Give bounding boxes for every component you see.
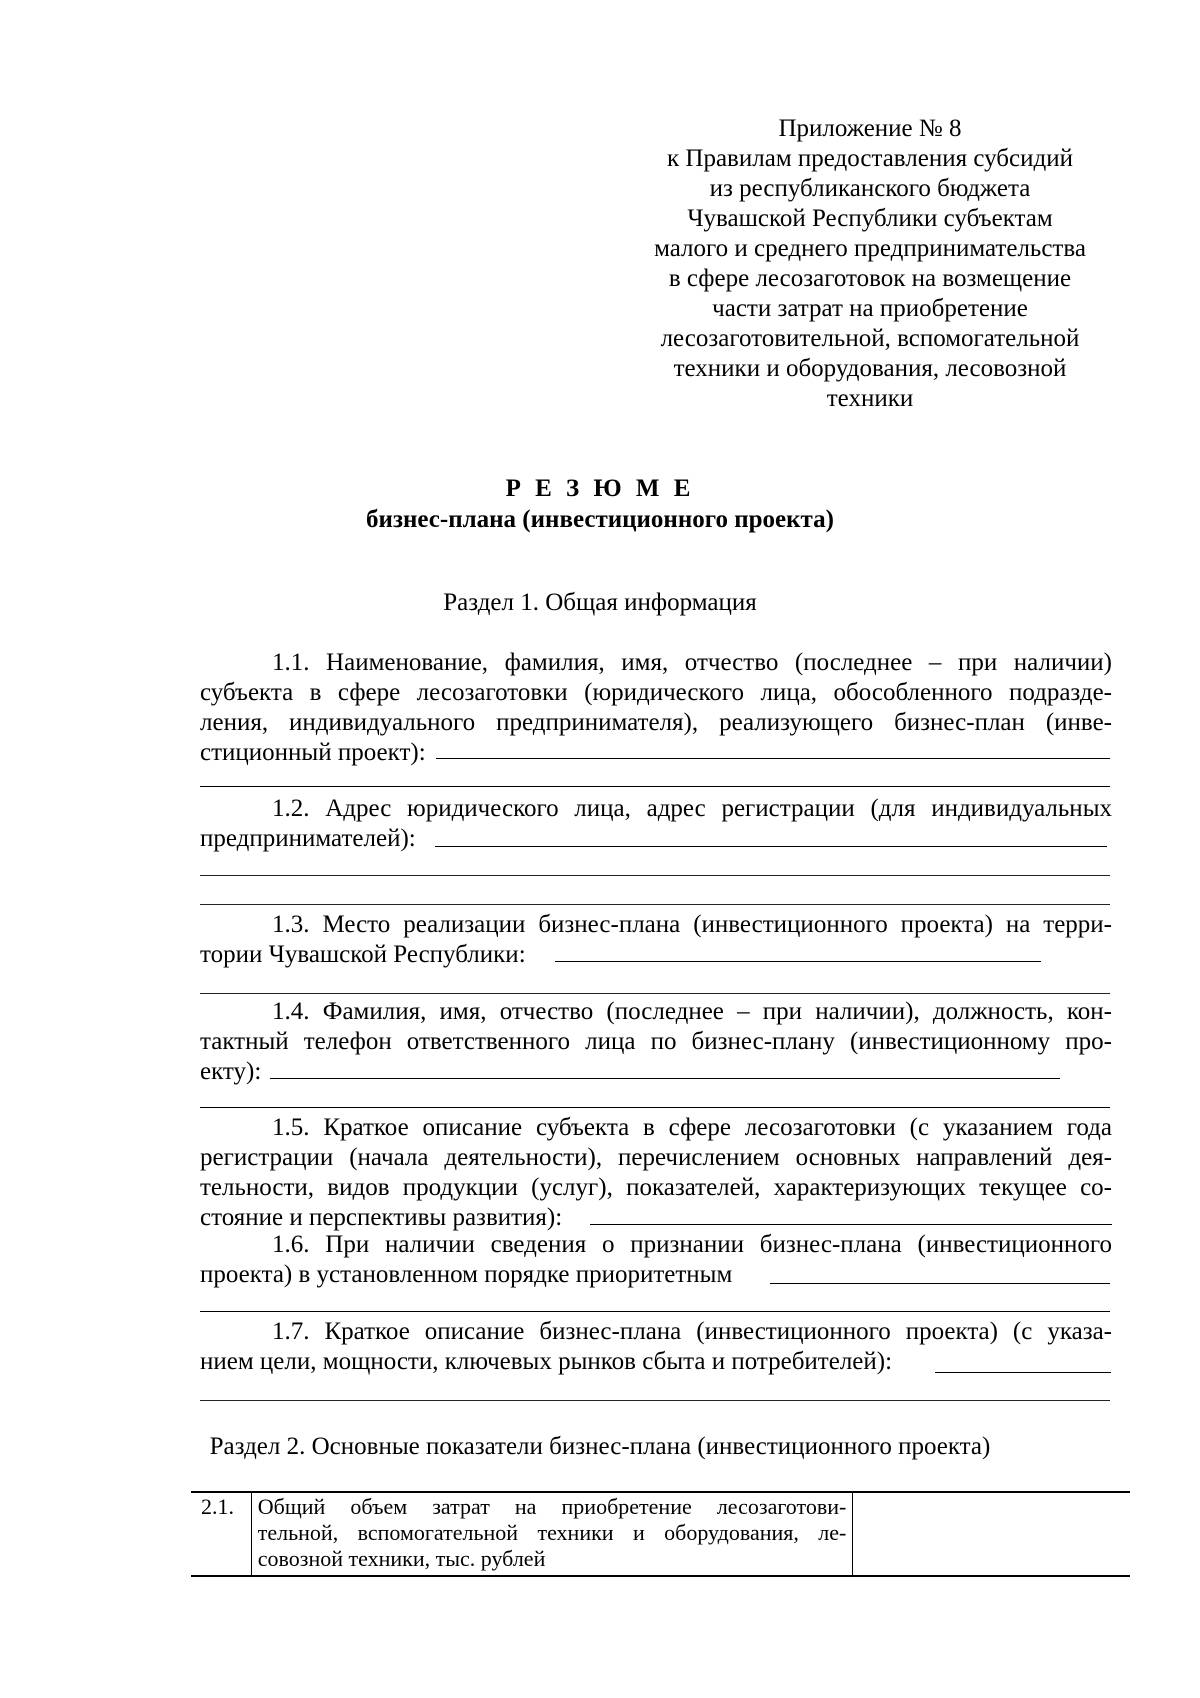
row-description-line: тельной, вспомогательной техники и оборудования, ле- [257, 1520, 847, 1545]
appendix-line: к Правилам предоставления субсидий [667, 145, 1073, 172]
fill-line-1-3-extra[interactable] [200, 993, 1110, 994]
item-1-2 [200, 794, 1112, 854]
fill-line-1-3[interactable] [555, 961, 1041, 962]
item-text-line: 1.5. Краткое описание субъекта в сфере лесозаготовки (с указанием года [272, 1114, 1112, 1141]
item-text-line: предпринимателей): [200, 825, 416, 852]
section-2-heading: Раздел 2. Основные показатели бизнес-плана (инвестиционного проекта) [209, 1433, 991, 1460]
item-1-6 [200, 1230, 1112, 1290]
item-text-line: 1.3. Место реализации бизнес-плана (инвестиционного проекта) на терри- [272, 911, 1112, 938]
row-number: 2.1. [191, 1492, 251, 1576]
item-text-line: регистрации (начала деятельности), перечислением основных направлений дея- [200, 1144, 1112, 1171]
row-description-line: совозной техники, тыс. рублей [257, 1546, 546, 1571]
document-subtitle: бизнес-плана (инвестиционного проекта) [366, 506, 834, 533]
table-row [191, 1492, 1130, 1576]
appendix-line: из республиканского бюджета [709, 175, 1031, 202]
item-text-line: ления, индивидуального предпринимателя), реализующего бизнес-план (инве- [200, 709, 1112, 736]
item-text-line: нием цели, мощности, ключевых рынков сбыта и потребителей): [200, 1348, 893, 1375]
document-title: Р Е З Ю М Е [505, 475, 695, 502]
item-text-line: 1.1. Наименование, фамилия, имя, отчество (последнее – при наличии) [272, 649, 1112, 676]
fill-line-1-6-extra[interactable] [200, 1311, 1110, 1312]
item-1-1 [200, 648, 1112, 768]
fill-line-1-7[interactable] [935, 1372, 1111, 1373]
fill-line-1-2-extra[interactable] [200, 904, 1110, 905]
fill-line-1-6[interactable] [770, 1283, 1110, 1284]
item-text-line: тактный телефон ответственного лица по бизнес-плану (инвестиционному про- [200, 1028, 1112, 1055]
item-text-line: субъекта в сфере лесозаготовки (юридического лица, обособленного подразде- [200, 679, 1112, 706]
fill-line-1-1[interactable] [436, 758, 1110, 759]
item-1-5 [200, 1113, 1112, 1233]
item-text-line: екту): [200, 1058, 262, 1085]
row-description [251, 1492, 853, 1576]
fill-line-1-4[interactable] [270, 1078, 1060, 1079]
indicators-table [191, 1491, 1130, 1577]
fill-line-1-5[interactable] [590, 1224, 1112, 1225]
appendix-line: лесозаготовительной, вспомогательной [660, 325, 1080, 352]
item-1-7 [200, 1317, 1112, 1377]
item-text-line: тории Чувашской Республики: [200, 941, 526, 968]
fill-line-1-4-extra[interactable] [200, 1107, 1110, 1108]
fill-line-1-2[interactable] [435, 846, 1107, 847]
appendix-header [630, 114, 1110, 414]
fill-line-1-2-extra[interactable] [200, 875, 1110, 876]
item-text-line: 1.2. Адрес юридического лица, адрес регистрации (для индивидуальных [272, 795, 1112, 822]
item-text-line: стиционный проект): [200, 739, 426, 766]
item-text-line: 1.6. При наличии сведения о признании бизнес-плана (инвестиционного [272, 1231, 1112, 1258]
appendix-line: части затрат на приобретение [712, 295, 1028, 322]
appendix-line: в сфере лесозаготовок на возмещение [668, 265, 1072, 292]
appendix-line: малого и среднего предпринимательства [654, 235, 1086, 262]
item-text-line: 1.4. Фамилия, имя, отчество (последнее – при наличии), должность, кон- [272, 998, 1112, 1025]
row-description-line: Общий объем затрат на приобретение лесозаготови- [257, 1494, 847, 1519]
appendix-line: Чувашской Республики субъектам [687, 205, 1053, 232]
item-text-line: проекта) в установленном порядке приоритетным [200, 1261, 733, 1288]
appendix-line: Приложение № 8 [778, 115, 962, 142]
item-text-line: тельности, видов продукции (услуг), показателей, характеризующих текущее со- [200, 1174, 1112, 1201]
item-text-line: стояние и перспективы развития): [200, 1204, 563, 1231]
item-1-4 [200, 997, 1112, 1087]
item-text-line: 1.7. Краткое описание бизнес-плана (инвестиционного проекта) (с указа- [272, 1318, 1112, 1345]
row-value-cell[interactable] [853, 1492, 1130, 1576]
appendix-line: техники и оборудования, лесовозной [673, 355, 1067, 382]
fill-line-1-7-extra[interactable] [200, 1400, 1110, 1401]
appendix-line: техники [826, 385, 914, 412]
section-1-heading: Раздел 1. Общая информация [443, 589, 757, 616]
fill-line-1-1-extra[interactable] [200, 786, 1110, 787]
